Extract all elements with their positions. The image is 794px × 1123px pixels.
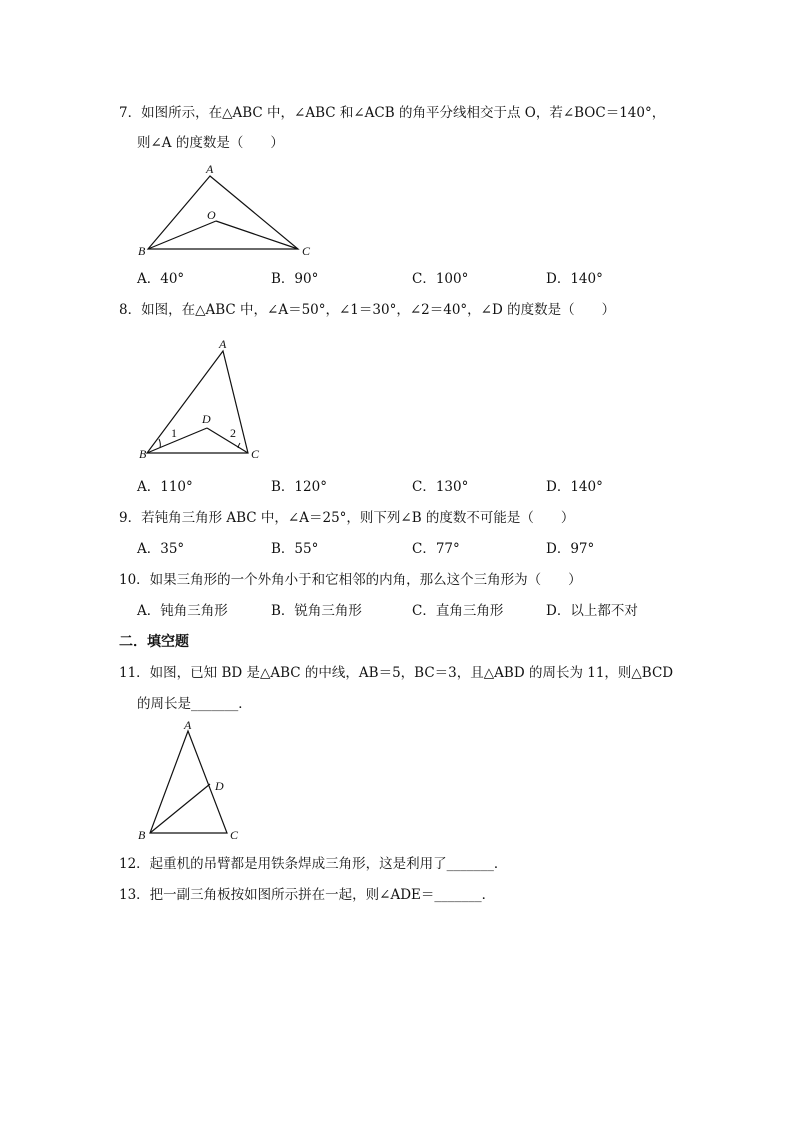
q8-text-line1: 8．如图，在△ABC 中，∠A＝50°，∠1＝30°，∠2＝40°，∠D 的度数是（ ） xyxy=(119,302,616,318)
q8-label-c: C xyxy=(251,447,260,461)
q7-bisector-co xyxy=(216,221,298,249)
q7-triangle-figure xyxy=(130,160,330,265)
q11-triangle-figure xyxy=(130,715,260,845)
q9-option-a[interactable]: A．35° xyxy=(137,541,185,557)
q8-option-b[interactable]: B．120° xyxy=(271,479,327,495)
q13-text-line1: 13．把一副三角板按如图所示拼在一起，则∠ADE＝_______． xyxy=(119,887,496,903)
q7-text-line1: 7．如图所示，在△ABC 中，∠ABC 和∠ACB 的角平分线相交于点 O，若∠BOC＝140°， xyxy=(119,105,666,121)
q10-option-d[interactable]: D．以上都不对 xyxy=(546,603,638,619)
q10-option-b[interactable]: B．锐角三角形 xyxy=(271,603,362,619)
q12-text-line1: 12．起重机的吊臂都是用铁条焊成三角形，这是利用了_______． xyxy=(119,856,508,872)
q8-label-b: B xyxy=(139,447,147,461)
q8-label-d: D xyxy=(202,412,211,426)
q8-angle1-arc xyxy=(159,439,160,448)
q8-option-c[interactable]: C．130° xyxy=(412,479,469,495)
q8-triangle-figure xyxy=(130,335,280,465)
q8-segment-cd xyxy=(207,428,248,453)
q10-option-a[interactable]: A．钝角三角形 xyxy=(137,603,228,619)
q7-triangle-abc xyxy=(148,176,298,249)
q9-option-d[interactable]: D．97° xyxy=(546,541,595,557)
q11-label-a: A xyxy=(184,718,192,732)
q11-text-line1: 11．如图，已知 BD 是△ABC 的中线，AB＝5，BC＝3，且△ABD 的周长为 11，则△BCD xyxy=(119,665,674,681)
q7-label-o: O xyxy=(207,208,216,222)
q11-label-d: D xyxy=(215,779,224,793)
q7-text-line2: 则∠A 的度数是（ ） xyxy=(137,135,284,151)
q7-option-a[interactable]: A．40° xyxy=(137,271,185,287)
q7-option-d[interactable]: D．140° xyxy=(546,271,603,287)
q7-label-a: A xyxy=(206,162,214,176)
q7-option-b[interactable]: B．90° xyxy=(271,271,319,287)
q8-label-a: A xyxy=(219,337,227,351)
q11-label-b: B xyxy=(138,828,146,842)
q7-label-c: C xyxy=(302,244,311,258)
q10-option-c[interactable]: C．直角三角形 xyxy=(412,603,504,619)
q7-bisector-bo xyxy=(148,221,216,249)
q11-label-c: C xyxy=(230,828,239,842)
q8-option-a[interactable]: A．110° xyxy=(137,479,193,495)
q11-text-line2: 的周长是_______． xyxy=(137,696,252,712)
q8-label-angle1: 1 xyxy=(171,426,177,440)
q7-option-c[interactable]: C．100° xyxy=(412,271,469,287)
q9-option-c[interactable]: C．77° xyxy=(412,541,460,557)
q7-label-b: B xyxy=(138,244,146,258)
q9-text-line1: 9．若钝角三角形 ABC 中，∠A＝25°，则下列∠B 的度数不可能是（ ） xyxy=(119,510,575,526)
section-fill-in-title: 二．填空题 xyxy=(119,634,189,650)
q8-option-d[interactable]: D．140° xyxy=(546,479,603,495)
q9-option-b[interactable]: B．55° xyxy=(271,541,319,557)
q8-label-angle2: 2 xyxy=(230,426,236,440)
q10-text-line1: 10．如果三角形的一个外角小于和它相邻的内角，那么这个三角形为（ ） xyxy=(119,572,582,588)
